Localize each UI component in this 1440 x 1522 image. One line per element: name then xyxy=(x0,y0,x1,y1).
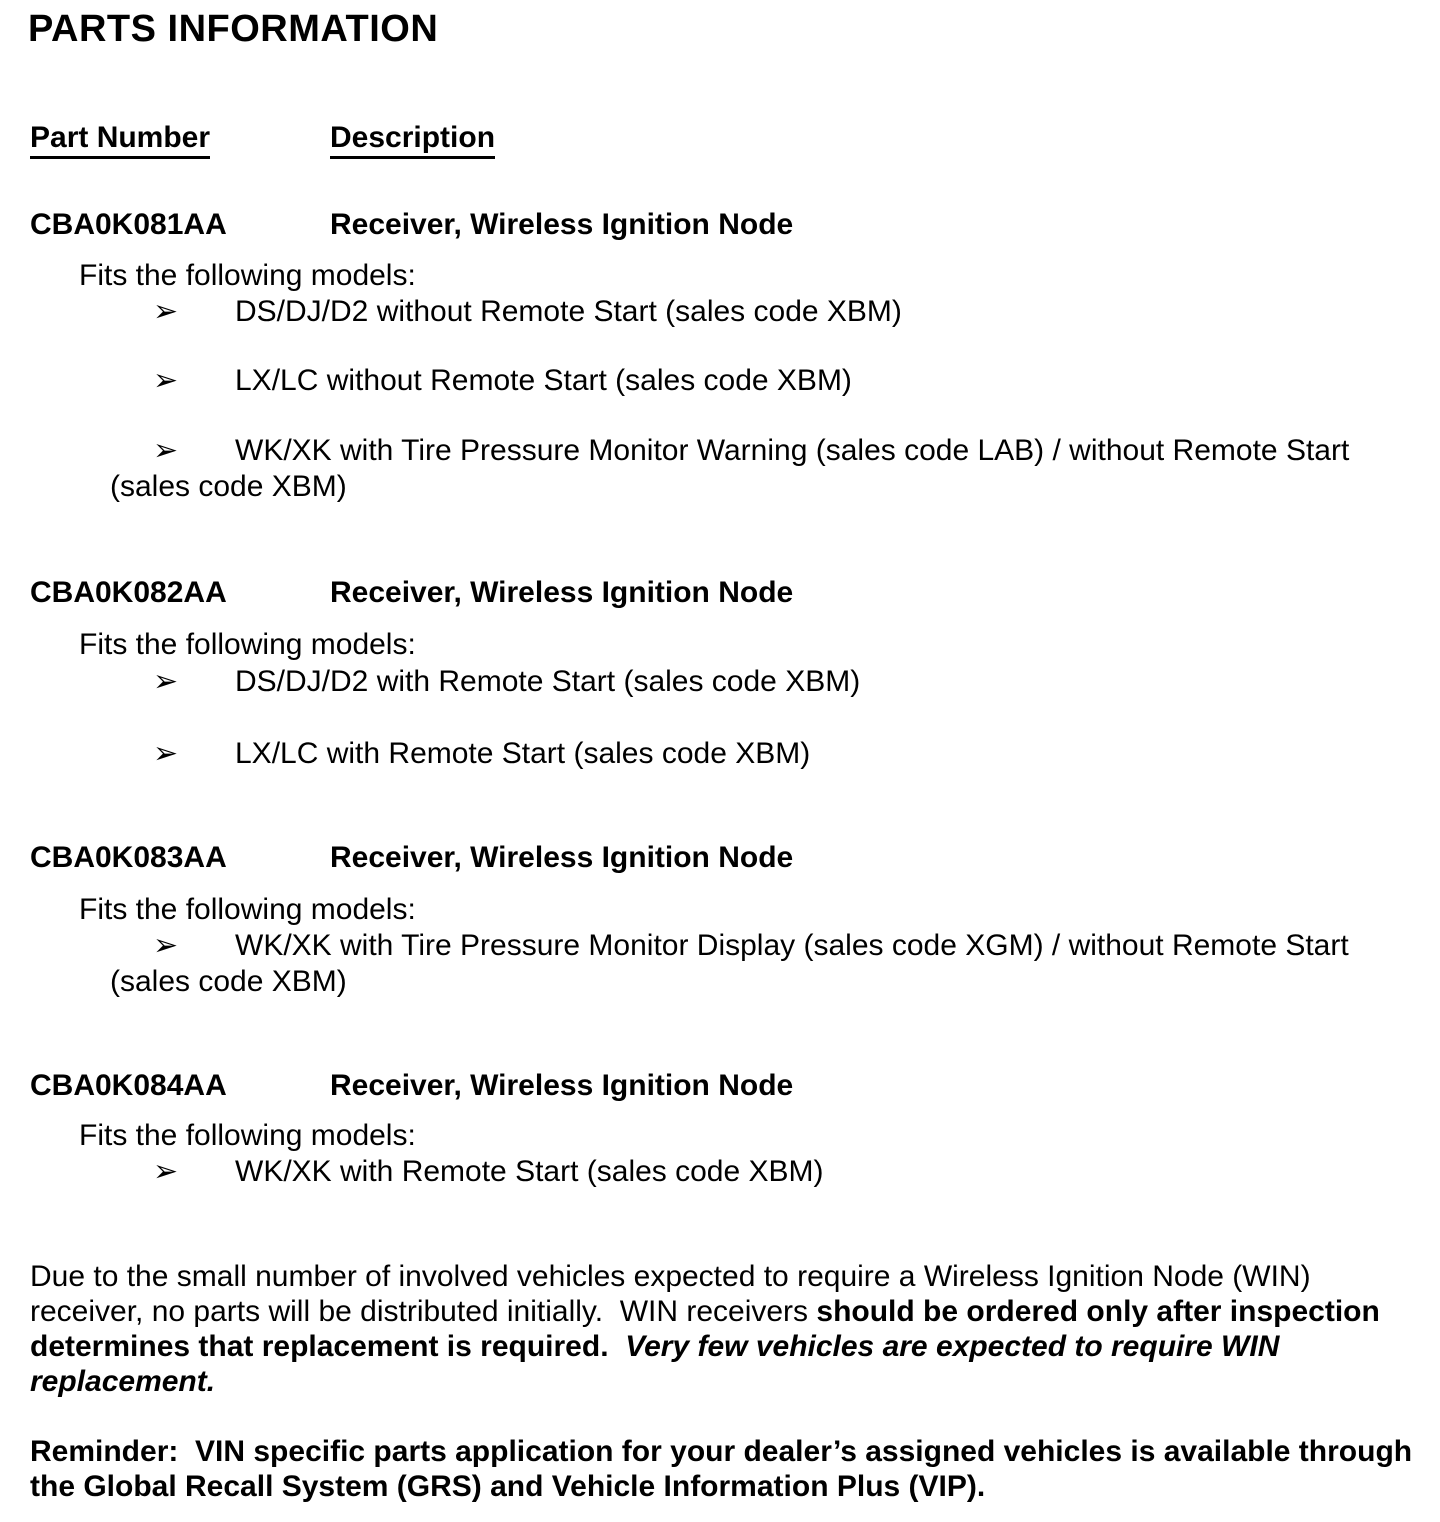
bullet-arrow-icon: ➢ xyxy=(153,433,179,468)
bullet-item xyxy=(110,294,1420,330)
bullet-text: WK/XK with Remote Start (sales code XBM) xyxy=(235,1155,824,1188)
bullet-item xyxy=(110,433,1420,505)
bullet-text: LX/LC with Remote Start (sales code XBM) xyxy=(235,737,811,770)
closing-paragraph xyxy=(30,1259,1424,1399)
part-number: CBA0K081AA xyxy=(30,208,227,241)
column-header-part-number: Part Number xyxy=(30,121,210,159)
column-header-description: Description xyxy=(330,121,495,159)
bullet-text: DS/DJ/D2 with Remote Start (sales code XBM) xyxy=(235,665,861,698)
bullet-arrow-icon: ➢ xyxy=(153,664,179,699)
fits-label: Fits the following models: xyxy=(79,259,416,292)
bullet-item xyxy=(110,1154,1420,1190)
fits-label: Fits the following models: xyxy=(79,628,416,661)
bullet-text: LX/LC without Remote Start (sales code XBM) xyxy=(235,364,852,397)
bullet-item xyxy=(110,928,1420,1000)
bullet-text: DS/DJ/D2 without Remote Start (sales code XBM) xyxy=(235,295,902,328)
reminder-paragraph: Reminder: VIN specific parts application for your dealer’s assigned vehicles is available through the Global Recall System (GRS) and Vehicle Information Plus (VIP). xyxy=(30,1435,1421,1503)
bullet-text: WK/XK with Tire Pressure Monitor Display (sales code XGM) / without Remote Start (sales code XBM) xyxy=(110,929,1349,998)
bullet-item xyxy=(110,664,1420,700)
part-number: CBA0K083AA xyxy=(30,841,227,874)
part-description: Receiver, Wireless Ignition Node xyxy=(330,1069,794,1102)
closing-text-bold-italic: Very few vehicles are expected to require WIN replacement. xyxy=(30,1330,1288,1398)
bullet-arrow-icon: ➢ xyxy=(153,736,179,771)
closing-text-bold: should be ordered only after inspection determines that replacement is required. xyxy=(30,1295,1389,1363)
bullet-arrow-icon: ➢ xyxy=(153,294,179,329)
fits-label: Fits the following models: xyxy=(79,1119,416,1152)
fits-label: Fits the following models: xyxy=(79,893,416,926)
bullet-arrow-icon: ➢ xyxy=(153,1154,179,1189)
part-number: CBA0K084AA xyxy=(30,1069,227,1102)
bullet-arrow-icon: ➢ xyxy=(153,363,179,398)
bullet-arrow-icon: ➢ xyxy=(153,928,179,963)
bullet-item xyxy=(110,363,1420,399)
bullet-item xyxy=(110,736,1420,772)
closing-text-normal: Due to the small number of involved vehicles expected to require a Wireless Ignition Node (WIN) receiver, no parts will be distributed initially. WIN receivers xyxy=(30,1260,1319,1328)
part-description: Receiver, Wireless Ignition Node xyxy=(330,208,794,241)
part-description: Receiver, Wireless Ignition Node xyxy=(330,576,794,609)
page-title: PARTS INFORMATION xyxy=(28,8,439,50)
bullet-text: WK/XK with Tire Pressure Monitor Warning (sales code LAB) / without Remote Start (sales code XBM) xyxy=(110,434,1350,503)
part-description: Receiver, Wireless Ignition Node xyxy=(330,841,794,874)
part-number: CBA0K082AA xyxy=(30,576,227,609)
